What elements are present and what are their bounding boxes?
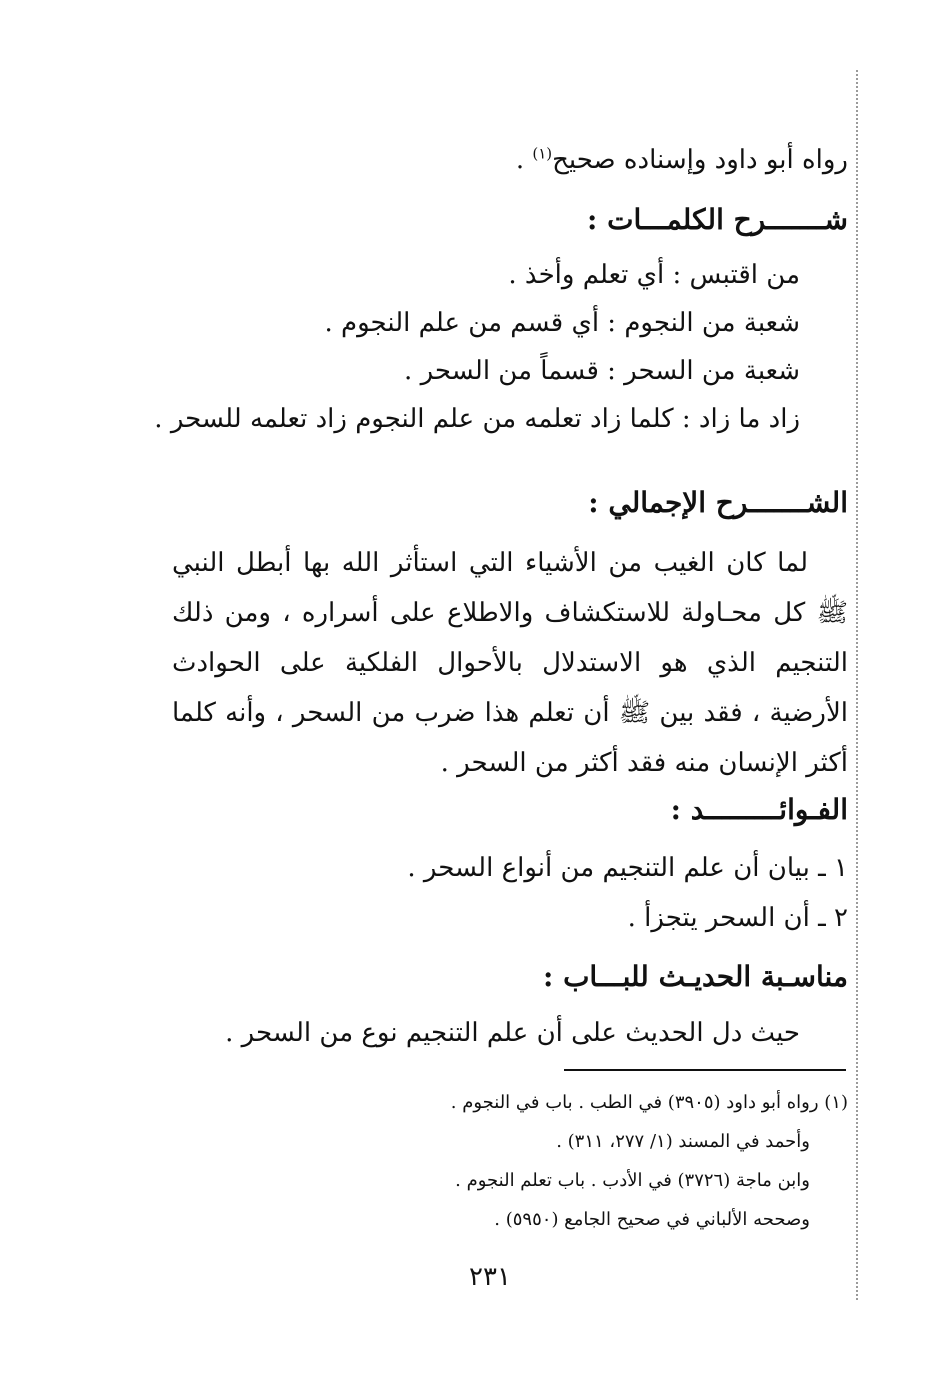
vocab-item-4: زاد ما زاد : كلما زاد تعلمه من علم النجوم زاد تعلمه للسحر . xyxy=(154,404,800,434)
summary-heading: الشـــــــرح الإجمالي : xyxy=(588,486,848,519)
relevance-text: حيث دل الحديث على أن علم التنجيم نوع من السحر . xyxy=(225,1018,800,1048)
footnote-separator xyxy=(564,1069,846,1071)
footnote-4: وصححه الألباني في صحيح الجامع (٥٩٥٠) . xyxy=(494,1209,810,1230)
footnote-3: وابن ماجة (٣٧٢٦) في الأدب . باب تعلم النجوم . xyxy=(455,1170,810,1191)
page-number: ٢٣١ xyxy=(469,1262,511,1292)
opening-line-text: رواه أبو داود وإسناده صحيح xyxy=(552,145,848,175)
summary-paragraph: لما كان الغيب من الأشياء التي استأثر الله بها أبطل النبي ﷺ كل محـاولة للاستكشاف والاطلاع على أسراره ، ومن ذلك التنجيم الذي هو الاستدلال بالأحوال الفلكية على الحوادث الأرضية ، فقد بين ﷺ أن تعلم هذا ضرب من السحر ، وأنه كلما أكثر الإنسان منه فقد أكثر من السحر . xyxy=(172,548,848,778)
vocab-item-3: شعبة من السحر : قسماً من السحر . xyxy=(404,356,800,386)
opening-line-end: . xyxy=(515,145,533,175)
opening-footnote-mark: (١) xyxy=(532,144,553,163)
vocab-heading: شـــــــرح الكلمـــات : xyxy=(587,203,848,236)
opening-line xyxy=(516,135,848,185)
benefit-item-1: ١ ـ بيان أن علم التنجيم من أنواع السحر . xyxy=(407,853,848,883)
page-edge-dotted-line xyxy=(856,70,858,1300)
footnote-2: وأحمد في المسند (١/ ٢٧٧، ٣١١) . xyxy=(556,1131,810,1152)
benefit-item-2: ٢ ـ أن السحر يتجزأ . xyxy=(627,903,848,933)
footnote-1: (١) رواه أبو داود (٣٩٠٥) في الطب . باب في النجوم . xyxy=(450,1092,848,1113)
relevance-heading: مناسـبة الحديـث للبـــاب : xyxy=(542,960,848,993)
vocab-item-1: من اقتبس : أي تعلم وأخذ . xyxy=(508,260,800,290)
benefits-heading: الفـوائـــــــــد : xyxy=(670,793,848,826)
vocab-item-2: شعبة من النجوم : أي قسم من علم النجوم . xyxy=(324,308,800,338)
